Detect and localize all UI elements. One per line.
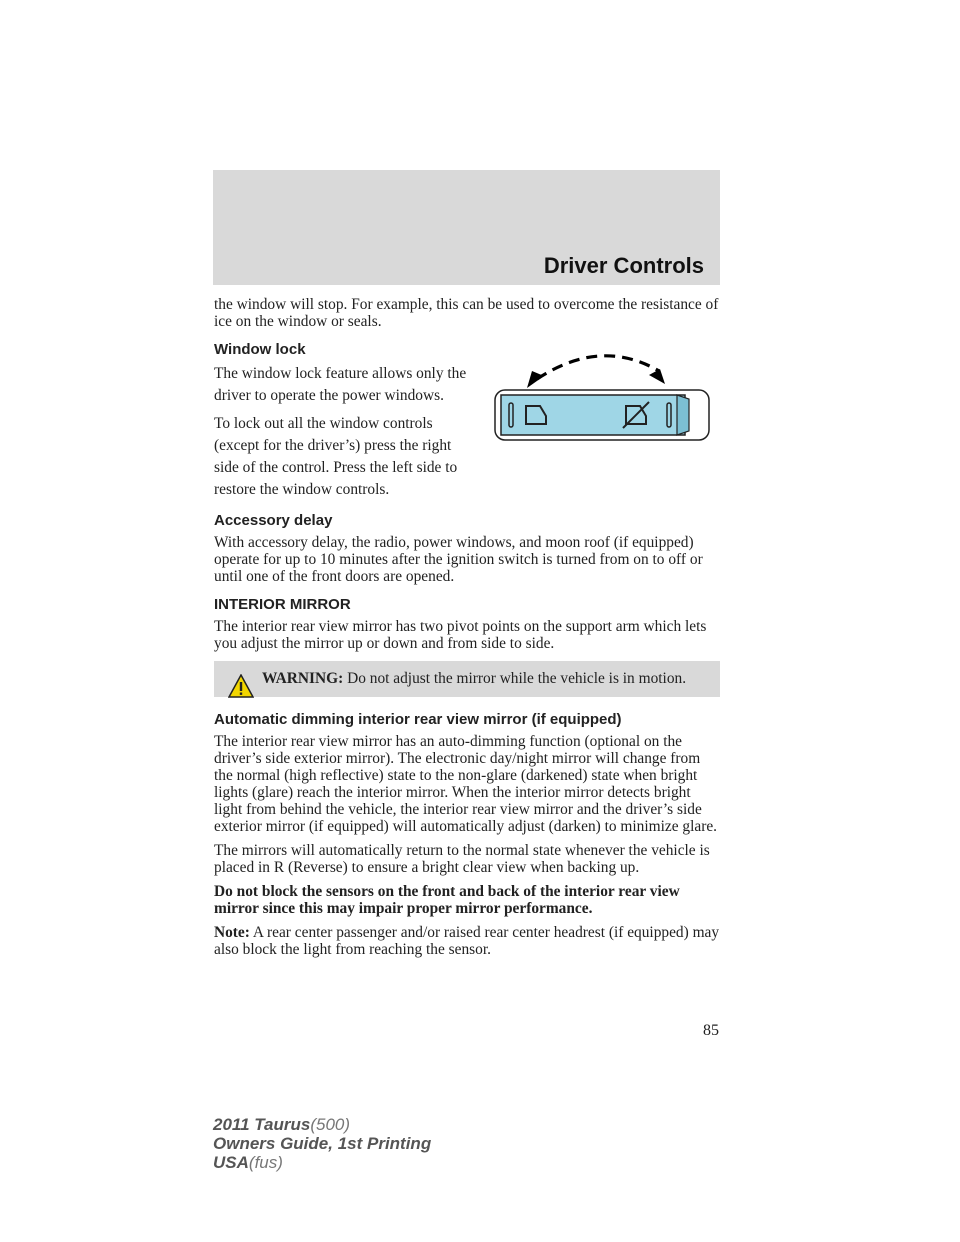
warning-box (214, 661, 720, 697)
page-content (214, 296, 720, 965)
window-lock-text (214, 363, 470, 501)
sensor-caution-paragraph: Do not block the sensors on the front and back of the interior rear view mirror since this may impair proper mirror performance. (214, 883, 680, 917)
window-lock-section (214, 341, 720, 501)
footer-guide: Owners Guide, 1st Printing (213, 1134, 432, 1153)
rocker-edge (677, 395, 689, 435)
arrowhead-right-icon (649, 369, 665, 384)
warning-triangle-icon (228, 674, 254, 698)
note-text: A rear center passenger and/or raised rear center headrest (if equipped) may also block the light from reaching the sensor. (214, 924, 720, 958)
intro-paragraph: the window will stop. For example, this can be used to overcome the resistance of ice on the window or seals. (214, 296, 719, 330)
footer-line-market (213, 1153, 431, 1172)
note-label: Note: (214, 924, 250, 941)
window-lock-paragraph-2: To lock out all the window controls (except for the driver’s) press the right side of the control. Press the left side to restore the window controls. (214, 415, 458, 498)
interior-mirror-paragraph: The interior rear view mirror has two pivot points on the support arm which lets you adjust the mirror up or down and from side to side. (214, 618, 707, 652)
footer-line-model (213, 1115, 431, 1134)
rocker-arrow-arc (537, 356, 659, 379)
footer-model: 2011 Taurus (213, 1115, 311, 1134)
section-header (213, 170, 720, 285)
window-lock-heading: Window lock (214, 341, 306, 358)
page-number: 85 (703, 1022, 719, 1039)
section-title: Driver Controls (543, 253, 704, 278)
arrowhead-left-icon (527, 371, 544, 388)
window-lock-paragraph-1: The window lock feature allows only the driver to operate the power windows. (214, 365, 467, 404)
print-footer (213, 1115, 431, 1172)
footer-market: USA (213, 1153, 249, 1172)
auto-dimming-paragraph-2: The mirrors will automatically return to the normal state whenever the vehicle is placed in R (Reverse) to ensure a bright clear view when backing up. (214, 842, 710, 876)
switch-rocker (501, 395, 685, 435)
window-lock-switch-illustration (489, 345, 713, 445)
note-paragraph (214, 924, 720, 958)
auto-dimming-heading: Automatic dimming interior rear view mirror (if equipped) (214, 711, 622, 728)
interior-mirror-heading: INTERIOR MIRROR (214, 596, 351, 613)
auto-dimming-paragraph-1: The interior rear view mirror has an auto-dimming function (optional on the driver’s side exterior mirror). The electronic day/night mirror will change from the normal (high reflective) state to the non-glare (darkened) state when bright lights (glare) reach the interior mirror. When the interior mirror detects bright light from behind the vehicle, the interior rear view mirror and the driver’s side exterior mirror (if equipped) will automatically adjust (darken) to minimize glare. (214, 733, 718, 835)
footer-market-code: (fus) (248, 1153, 283, 1172)
warning-label: WARNING: (262, 670, 344, 687)
accessory-delay-paragraph: With accessory delay, the radio, power windows, and moon roof (if equipped) operate for up to 10 minutes after the ignition switch is turned from on to off or until one of the front doors are opened. (214, 534, 703, 585)
accessory-delay-heading: Accessory delay (214, 512, 333, 529)
warning-text: Do not adjust the mirror while the vehicle is in motion. (347, 670, 687, 687)
footer-model-code: (500) (310, 1115, 351, 1134)
